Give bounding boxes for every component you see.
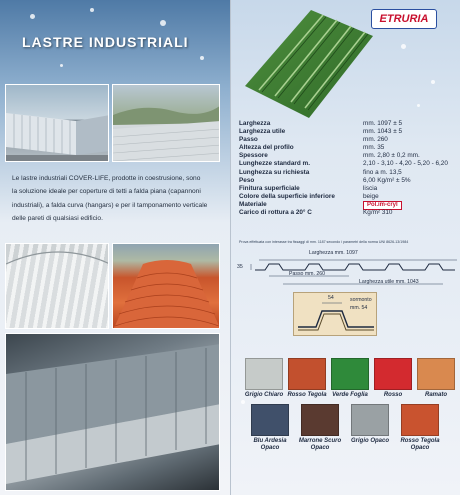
spec-row bbox=[239, 136, 457, 144]
spec-row bbox=[239, 209, 457, 217]
snowflake-decoration bbox=[60, 64, 63, 67]
photo-industrial-building bbox=[5, 84, 109, 162]
right-page bbox=[230, 0, 460, 495]
spec-label: Finitura superficiale bbox=[239, 184, 300, 192]
dimension-useful-width: Larghezza utile mm. 1043 bbox=[359, 279, 419, 285]
snowflake-decoration bbox=[401, 44, 406, 49]
brand-logo: ETRURIA bbox=[371, 9, 437, 29]
spec-label: Lunghezza su richiesta bbox=[239, 168, 310, 176]
snowflake-decoration bbox=[30, 14, 35, 19]
spec-label: Larghezza bbox=[239, 120, 271, 127]
spec-value: fino a m. 13,5 bbox=[363, 168, 402, 176]
description-line: Le lastre industriali COVER-LIFE, prodotte in coestrusione, sono bbox=[12, 175, 201, 182]
color-swatch bbox=[417, 358, 455, 390]
dimension-pitch: Passo mm. 260 bbox=[289, 271, 326, 277]
spec-value: mm. 35 bbox=[363, 144, 385, 152]
color-swatch bbox=[288, 358, 326, 390]
color-swatch-label: Rosso bbox=[383, 392, 403, 398]
detail-overlap-value: mm. 54 bbox=[350, 305, 368, 311]
spec-row bbox=[239, 120, 457, 128]
snowflake-decoration bbox=[417, 104, 420, 107]
color-swatch bbox=[401, 404, 439, 436]
dimension-width: Larghezza mm. 1097 bbox=[309, 250, 358, 256]
spec-value: beige bbox=[363, 192, 379, 200]
color-swatch-label: Grigio Opaco bbox=[350, 438, 389, 444]
material-badge: Pol.im-cryl bbox=[363, 201, 402, 210]
spec-label: Materiale bbox=[239, 200, 267, 208]
color-swatch bbox=[251, 404, 289, 436]
color-swatch-label: Ramato bbox=[424, 392, 447, 398]
spec-value bbox=[363, 201, 457, 209]
spec-value: liscia bbox=[363, 184, 378, 192]
spec-row bbox=[239, 128, 457, 136]
spec-value: mm. 1043 ± 5 bbox=[363, 128, 403, 136]
spec-row bbox=[239, 201, 457, 209]
color-swatch-label: Verde Foglia bbox=[332, 392, 368, 398]
description-line: industriali), a falda curva (hangars) e per il tamponamento verticale bbox=[12, 201, 208, 209]
spec-value: 6,00 Kg/m² ± 5% bbox=[363, 176, 411, 184]
photo-flat-roof bbox=[112, 84, 220, 162]
spec-label: Passo bbox=[239, 136, 258, 144]
spec-value: 2,10 - 3,10 - 4,20 - 5,20 - 6,20 bbox=[363, 160, 448, 168]
color-swatch bbox=[351, 404, 389, 436]
footnote: Prova effettuata con interasse tra fissaggi di mm. 1187 secondo i parametri della norma UNI 8626-13/1984 bbox=[239, 240, 409, 244]
specs-table bbox=[239, 120, 457, 217]
profile-diagram bbox=[231, 248, 460, 288]
spec-label: Larghezza utile bbox=[239, 128, 286, 136]
spec-row bbox=[239, 144, 457, 152]
spec-label: Altezza del profilo bbox=[239, 144, 294, 152]
color-swatch-label: Marrone Scuro Opaco bbox=[298, 438, 342, 451]
color-swatch bbox=[301, 404, 339, 436]
spec-value: mm. 2,80 ± 0,2 mm. bbox=[363, 152, 420, 160]
snowflake-decoration bbox=[431, 80, 435, 84]
spec-value: mm. 1097 ± 5 bbox=[363, 120, 403, 127]
corrugated-sheet-image bbox=[239, 8, 373, 120]
photo-roof-closeup bbox=[5, 333, 220, 491]
spec-label: Colore della superficie inferiore bbox=[239, 192, 335, 200]
description-line: la soluzione ideale per coperture di tetti a falda piana (capannoni bbox=[12, 188, 201, 196]
spec-label: Carico di rottura a 20° C bbox=[239, 209, 312, 217]
snowflake-decoration bbox=[241, 400, 245, 404]
detail-overlap-label: sormonto bbox=[350, 297, 372, 303]
color-swatch bbox=[245, 358, 283, 390]
spec-row bbox=[239, 152, 457, 160]
color-swatch-label: Rosso Tegola bbox=[287, 392, 327, 398]
page-title: LASTRE INDUSTRIALI bbox=[22, 34, 189, 50]
spec-value: Kg/m² 310 bbox=[363, 209, 393, 217]
spec-label: Peso bbox=[239, 176, 255, 184]
color-swatch-label: Blu Ardesia Opaco bbox=[253, 438, 287, 451]
color-swatch-label: Grigio Chiaro bbox=[244, 392, 284, 398]
spec-row bbox=[239, 160, 457, 168]
spec-label: Lunghezze standard m. bbox=[239, 160, 311, 168]
snowflake-decoration bbox=[200, 56, 204, 60]
spec-row bbox=[239, 193, 457, 201]
description-line: delle pareti di qualsiasi edificio. bbox=[12, 215, 103, 223]
detail-width: 54 bbox=[328, 295, 334, 301]
snowflake-decoration bbox=[160, 20, 166, 26]
spec-row bbox=[239, 185, 457, 193]
spec-row bbox=[239, 177, 457, 185]
color-swatch bbox=[374, 358, 412, 390]
photo-tile-roof bbox=[112, 243, 220, 329]
color-swatch bbox=[331, 358, 369, 390]
spec-label: Spessore bbox=[239, 152, 268, 160]
spec-value: mm. 260 bbox=[363, 136, 388, 144]
overlap-detail bbox=[293, 292, 377, 336]
color-swatch-label: Rosso Tegola Opaco bbox=[400, 438, 440, 451]
photo-curved-roof bbox=[5, 243, 109, 329]
spec-row bbox=[239, 169, 457, 177]
dimension-height: 35 bbox=[237, 264, 243, 270]
snowflake-decoration bbox=[90, 8, 94, 12]
description-text bbox=[12, 172, 220, 226]
